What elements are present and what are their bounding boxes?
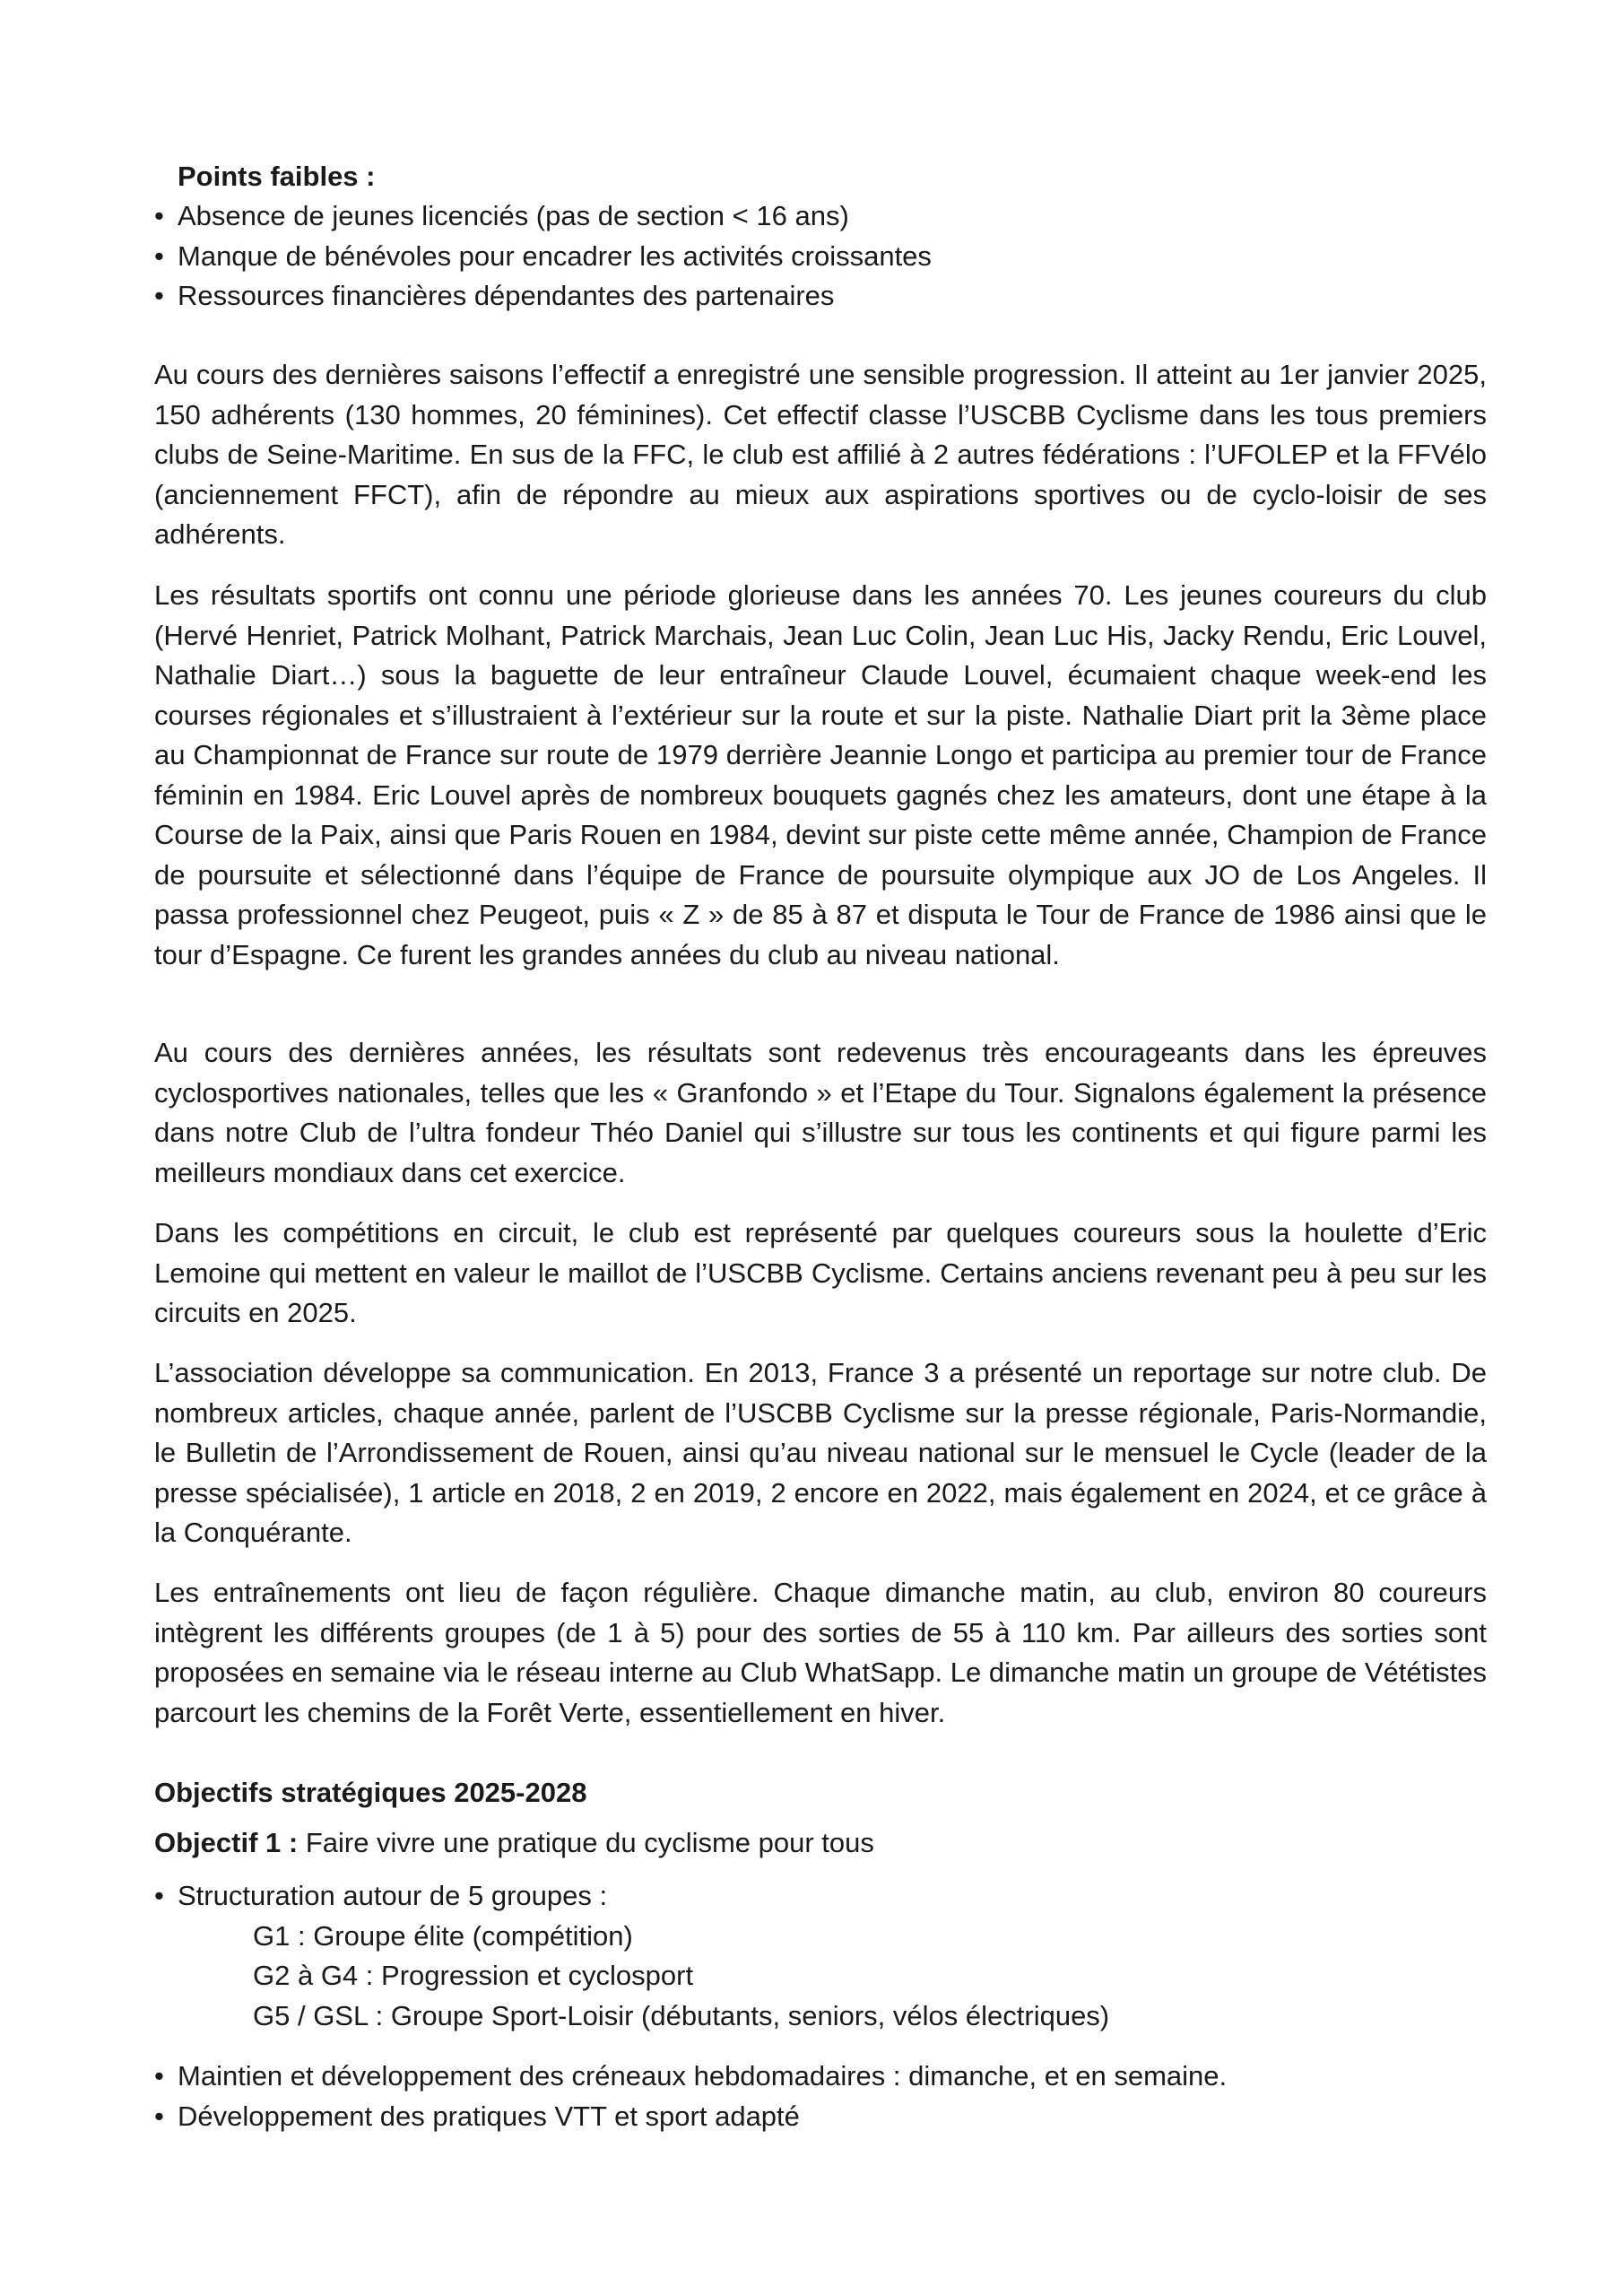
paragraph-sport-results: Les résultats sportifs ont connu une période glorieuse dans les années 70. Les jeunes coureurs du club (Hervé Henriet, Patrick Molhant, Patrick Marchais, Jean Luc Colin, Jean Luc His, Jacky Rendu, Eric Louvel, Nathalie Diart…) sous la baguette de leur entraîneur Claude Louvel, écumaient chaque week-end les courses régionales et s’illustraient à l’extérieur sur la route et sur la piste. Nathalie Diart prit la 3ème place au Championnat de France sur route de 1979 derrière Jeannie Longo et participa au premier tour de France féminin en 1984. Eric Louvel après de nombreux bouquets gagnés chez les amateurs, dont une étape à la Course de la Paix, ainsi que Paris Rouen en 1984, devint sur piste cette même année, Champion de France de poursuite et sélectionné dans l’équipe de France de poursuite olympique aux JO de Los Angeles. Il passa professionnel chez Peugeot, puis « Z » de 85 à 87 et disputa le Tour de France de 1986 ainsi que le tour d’Espagne. Ce furent les grandes années du club au niveau national. [154, 579, 1487, 970]
bullet-icon: • [154, 2060, 164, 2092]
weak-points-list [154, 196, 1487, 317]
paragraph-recent-results: Au cours des dernières années, les résultats sont redevenus très encourageants dans les épreuves cyclosportives nationales, telles que les « Granfondo » et l’Etape du Tour. Signalons également la présence dans notre Club de l’ultra fondeur Théo Daniel qui s’illustre sur tous les continents et qui figure parmi les meilleurs mondiaux dans cet exercice. [154, 1037, 1487, 1188]
list-item [154, 1876, 1487, 1917]
structuring-text: Structuration autour de 5 groupes : [178, 1880, 608, 1911]
bullet-icon: • [154, 200, 164, 231]
objectives-heading: Objectifs stratégiques 2025-2028 [154, 1777, 587, 1808]
list-item [154, 2057, 1487, 2097]
group-item: G5 / GSL : Groupe Sport-Loisir (débutants, seniors, vélos électriques) [253, 1999, 1110, 2031]
bullet-icon: • [154, 1880, 164, 1911]
list-item-text: Développement des pratiques VTT et sport adapté [178, 2100, 800, 2132]
paragraph-training: Les entraînements ont lieu de façon régulière. Chaque dimanche matin, au club, environ 80 coureurs intègrent les différents groupes (de 1 à 5) pour des sorties de 55 à 110 km. Par ailleurs des sorties sont proposées en semaine via le réseau interne au Club WhatSapp. Le dimanche matin un groupe de Vététistes parcourt les chemins de la Forêt Verte, essentiellement en hiver. [154, 1577, 1487, 1728]
paragraph-membership: Au cours des dernières saisons l’effectif a enregistré une sensible progression. Il atteint au 1er janvier 2025, 150 adhérents (130 hommes, 20 féminines). Cet effectif classe l’USCBB Cyclisme dans les tous premiers clubs de Seine-Maritime. En sus de la FFC, le club est affilié à 2 autres fédérations : l’UFOLEP et la FFVélo (anciennement FFCT), afin de répondre au mieux aux aspirations sportives ou de cyclo-loisir de ses adhérents. [154, 359, 1487, 550]
list-item-text: Manque de bénévoles pour encadrer les activités croissantes [178, 239, 932, 272]
objective-1-text: Faire vivre une pratique du cyclisme pour tous [298, 1827, 874, 1858]
list-item [154, 196, 1487, 237]
list-item-text: Maintien et développement des créneaux hebdomadaires : dimanche, et en semaine. [178, 2060, 1228, 2092]
list-item-text: Absence de jeunes licenciés (pas de section < 16 ans) [178, 200, 849, 231]
list-item [154, 237, 1487, 277]
objective-1 [154, 1823, 1487, 1864]
list-item [154, 276, 1487, 317]
bullet-icon: • [154, 280, 164, 311]
paragraph-circuit-competitions: Dans les compétitions en circuit, le club est représenté par quelques coureurs sous la houlette d’Eric Lemoine qui mettent en valeur le maillot de l’USCBB Cyclisme. Certains anciens revenant peu à peu sur les circuits en 2025. [154, 1217, 1487, 1328]
groups-section [154, 1876, 1487, 2036]
objective-bullets [154, 2057, 1487, 2136]
bullet-icon: • [154, 239, 164, 272]
list-item [154, 2097, 1487, 2137]
groups-list [154, 1917, 1487, 2037]
objective-1-label: Objectif 1 : [154, 1827, 299, 1858]
group-item: G2 à G4 : Progression et cyclosport [253, 1960, 694, 1991]
paragraph-communication: L’association développe sa communication. En 2013, France 3 a présenté un reportage sur notre club. De nombreux articles, chaque année, parlent de l’USCBB Cyclisme sur la presse régionale, Paris-Normandie, le Bulletin de l’Arrondissement de Rouen, ainsi qu’au niveau national sur le mensuel le Cycle (leader de la presse spécialisée), 1 article en 2018, 2 en 2019, 2 encore en 2022, mais également en 2024, et ce grâce à la Conquérante. [154, 1357, 1487, 1548]
bullet-icon: • [154, 2100, 164, 2132]
group-item: G1 : Groupe élite (compétition) [253, 1919, 633, 1952]
weak-points-heading: Points faibles : [178, 161, 376, 192]
list-item-text: Ressources financières dépendantes des partenaires [178, 280, 835, 311]
